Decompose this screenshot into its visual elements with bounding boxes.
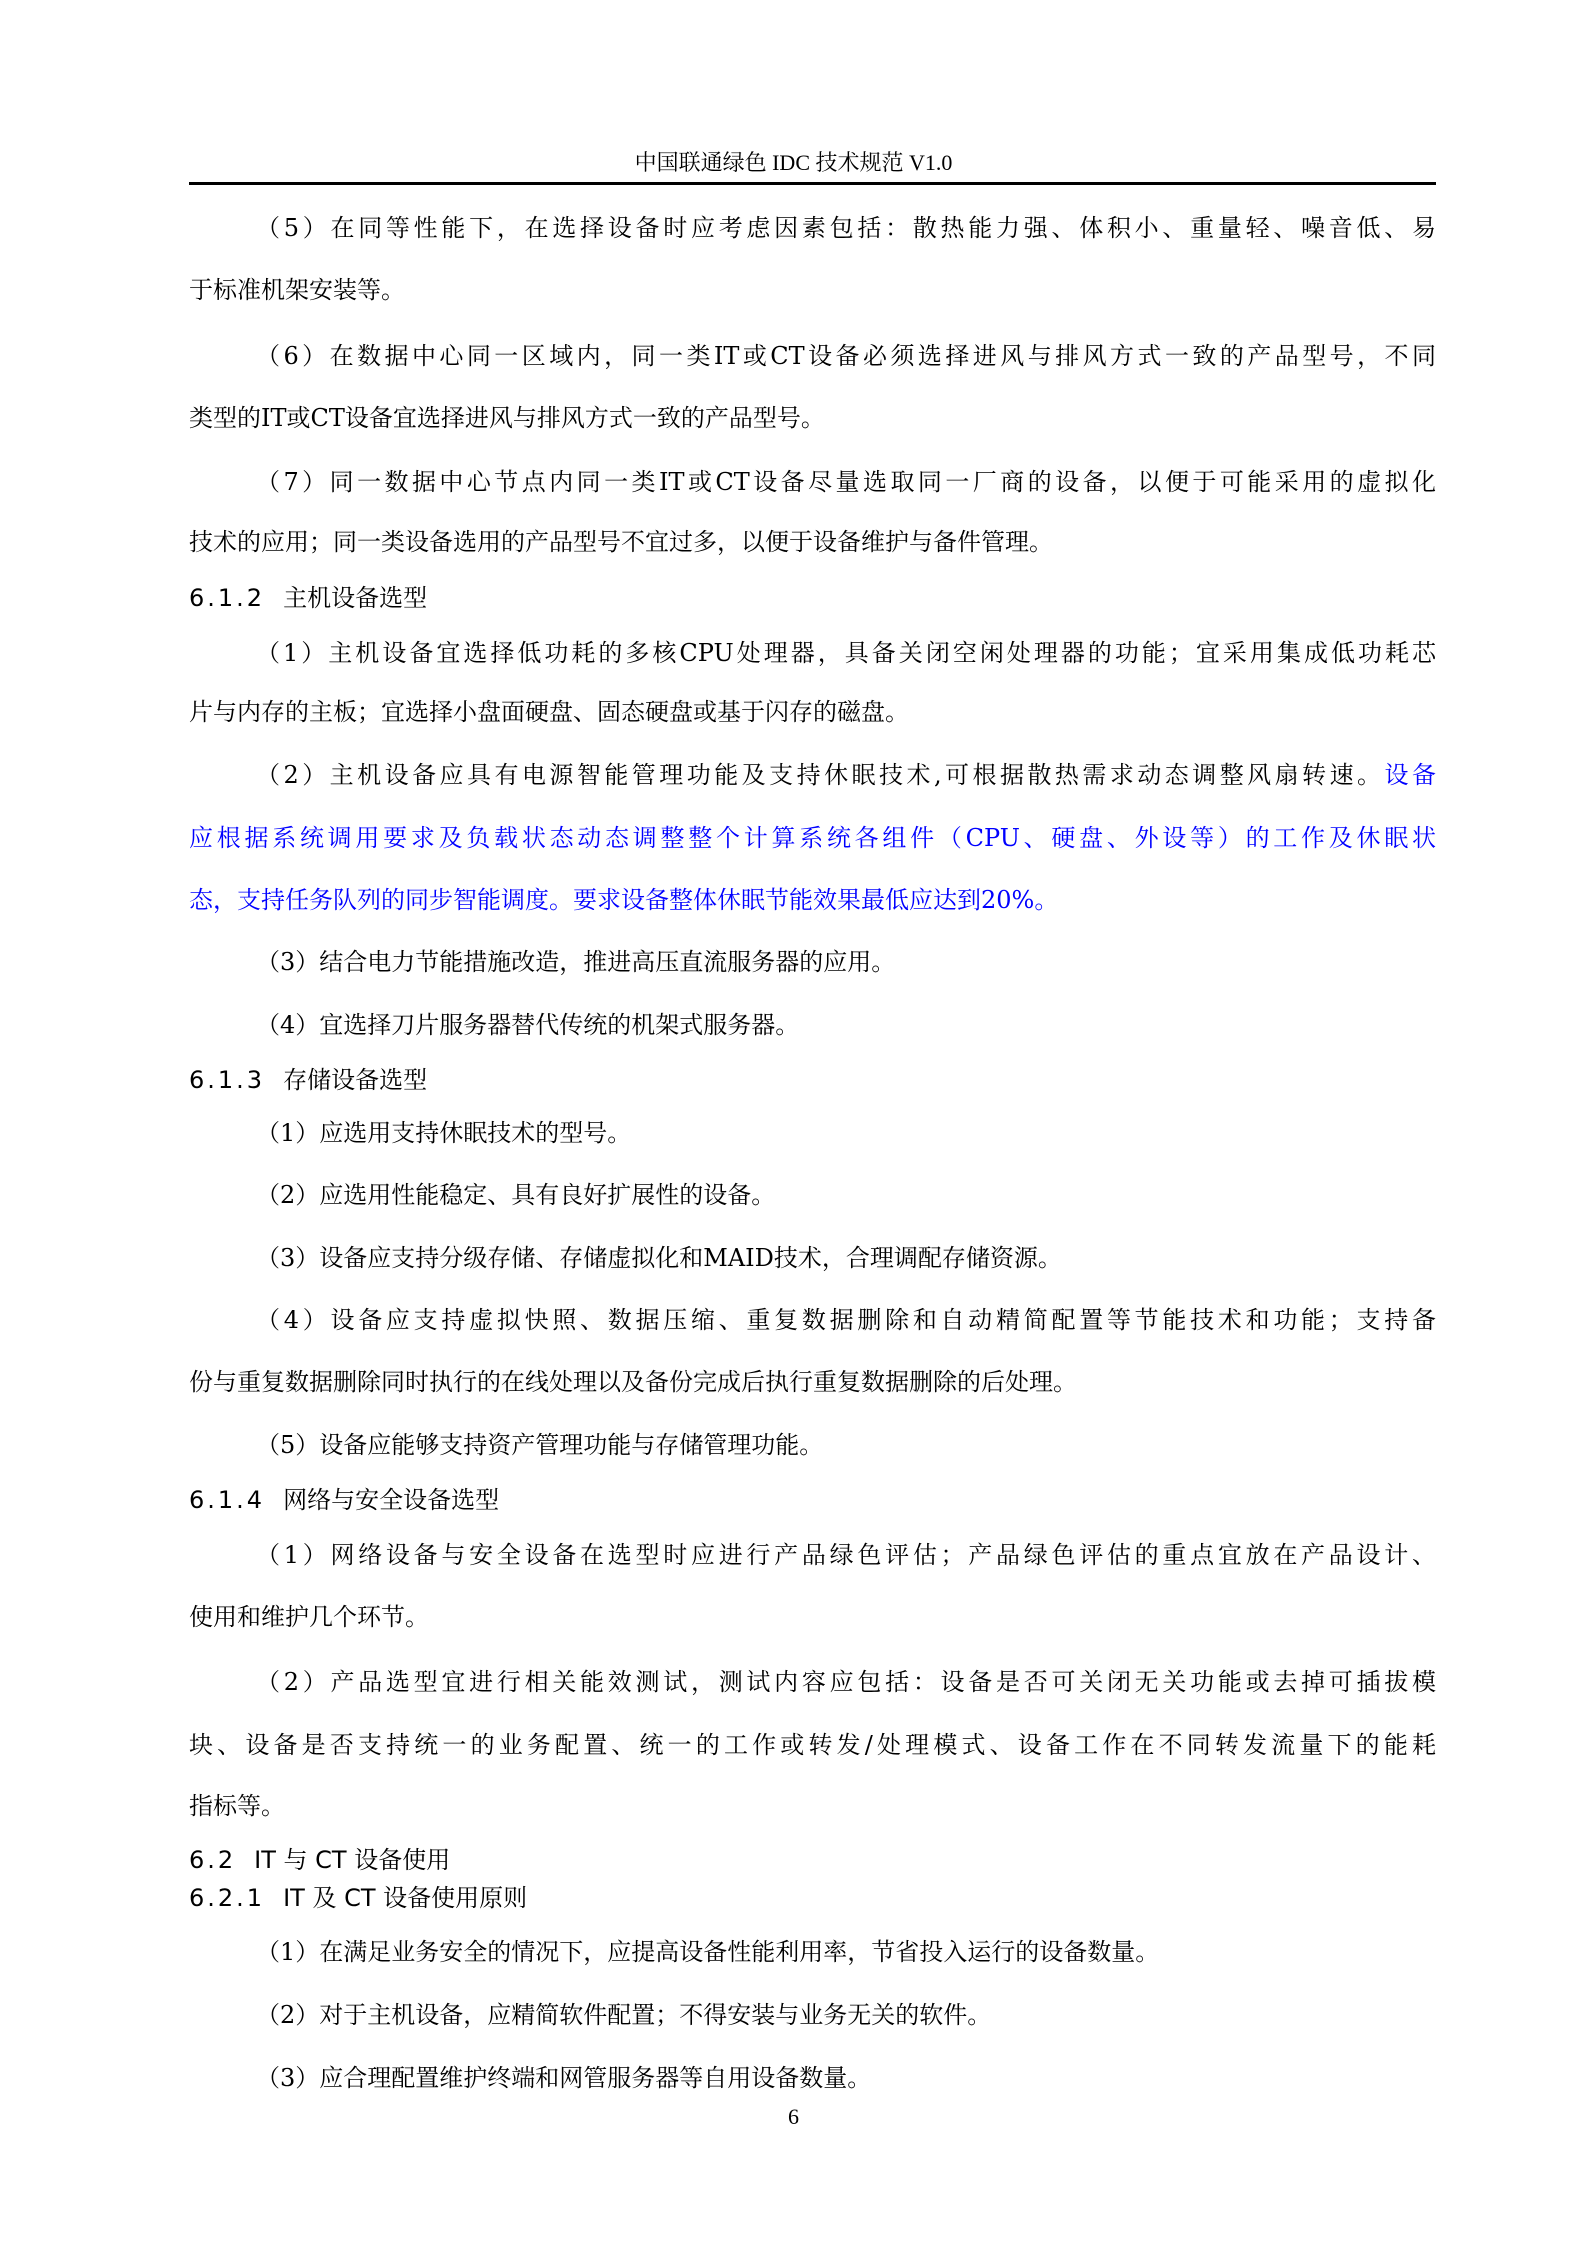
heading-title: 存储设备选型 xyxy=(283,1066,428,1094)
heading-title: 主机设备选型 xyxy=(283,584,428,612)
usage-p3: （3）应合理配置维护终端和网管服务器等自用设备数量。 xyxy=(256,2064,872,2092)
heading-number: 6.2 xyxy=(189,1846,237,1874)
paragraph-7-line-1: （7）同一数据中心节点内同一类IT或CT设备尽量选取同一厂商的设备，以便于可能采用的虚拟化 xyxy=(256,468,1436,496)
heading-number: 6.2.1 xyxy=(189,1884,266,1912)
host-p3: （3）结合电力节能措施改造，推进高压直流服务器的应用。 xyxy=(256,948,896,976)
host-p2-line-3: 态，支持任务队列的同步智能调度。要求设备整体休眠节能效果最低应达到20%。 xyxy=(189,886,1059,914)
heading-title: IT 及 CT 设备使用原则 xyxy=(283,1884,528,1912)
header-rule xyxy=(189,182,1436,185)
host-p1-line-1: （1）主机设备宜选择低功耗的多核CPU处理器，具备关闭空闲处理器的功能；宜采用集成低功耗芯 xyxy=(256,639,1436,667)
paragraph-6-line-1: （6）在数据中心同一区域内，同一类IT或CT设备必须选择进风与排风方式一致的产品型号，不同 xyxy=(256,342,1436,370)
paragraph-5-line-2: 于标准机架安装等。 xyxy=(189,276,405,304)
heading-number: 6.1.4 xyxy=(189,1486,266,1514)
heading-6-1-2 xyxy=(189,581,427,615)
storage-p4-line-1: （4）设备应支持虚拟快照、数据压缩、重复数据删除和自动精简配置等节能技术和功能；支持备 xyxy=(256,1306,1436,1334)
storage-p2: （2）应选用性能稳定、具有良好扩展性的设备。 xyxy=(256,1181,776,1209)
host-p2-line-2: 应根据系统调用要求及负载状态动态调整整个计算系统各组件（CPU、硬盘、外设等）的工作及休眠状 xyxy=(189,824,1436,852)
paragraph-6-line-2: 类型的IT或CT设备宜选择进风与排风方式一致的产品型号。 xyxy=(189,404,825,432)
running-header-title: 中国联通绿色 IDC 技术规范 V1.0 xyxy=(634,150,953,175)
heading-title: 网络与安全设备选型 xyxy=(283,1486,500,1514)
heading-6-2-1 xyxy=(189,1881,527,1915)
page-number: 6 xyxy=(788,2104,799,2129)
network-p1-line-1: （1）网络设备与安全设备在选型时应进行产品绿色评估；产品绿色评估的重点宜放在产品设计、 xyxy=(256,1541,1436,1569)
host-p1-line-2: 片与内存的主板；宜选择小盘面硬盘、固态硬盘或基于闪存的磁盘。 xyxy=(189,698,909,726)
network-p2-line-2: 块、设备是否支持统一的业务配置、统一的工作或转发/处理模式、设备工作在不同转发流量下的能耗 xyxy=(189,1731,1436,1759)
storage-p1: （1）应选用支持休眠技术的型号。 xyxy=(256,1119,632,1147)
storage-p3: （3）设备应支持分级存储、存储虚拟化和MAID技术，合理调配存储资源。 xyxy=(256,1244,1062,1272)
network-p2-line-3: 指标等。 xyxy=(189,1792,285,1820)
host-p4: （4）宜选择刀片服务器替代传统的机架式服务器。 xyxy=(256,1011,800,1039)
network-p2-line-1: （2）产品选型宜进行相关能效测试，测试内容应包括：设备是否可关闭无关功能或去掉可插拔模 xyxy=(256,1668,1436,1696)
heading-6-2 xyxy=(189,1843,450,1877)
paragraph-7-line-2: 技术的应用；同一类设备选用的产品型号不宜过多，以便于设备维护与备件管理。 xyxy=(189,528,1053,556)
heading-number: 6.1.3 xyxy=(189,1066,266,1094)
heading-6-1-4 xyxy=(189,1483,499,1517)
heading-6-1-3 xyxy=(189,1063,427,1097)
storage-p5: （5）设备应能够支持资产管理功能与存储管理功能。 xyxy=(256,1431,824,1459)
paragraph-5-line-1: （5）在同等性能下，在选择设备时应考虑因素包括：散热能力强、体积小、重量轻、噪音低、易 xyxy=(256,214,1436,242)
host-p2-blue-text: 设备 xyxy=(1384,761,1436,789)
usage-p1: （1）在满足业务安全的情况下，应提高设备性能利用率，节省投入运行的设备数量。 xyxy=(256,1938,1160,1966)
heading-number: 6.1.2 xyxy=(189,584,266,612)
host-p2-black-text: （2）主机设备应具有电源智能管理功能及支持休眠技术,可根据散热需求动态调整风扇转速。 xyxy=(256,761,1385,789)
network-p1-line-2: 使用和维护几个环节。 xyxy=(189,1603,429,1631)
usage-p2: （2）对于主机设备，应精简软件配置；不得安装与业务无关的软件。 xyxy=(256,2001,992,2029)
heading-title: IT 与 CT 设备使用 xyxy=(254,1846,451,1874)
storage-p4-line-2: 份与重复数据删除同时执行的在线处理以及备份完成后执行重复数据删除的后处理。 xyxy=(189,1368,1077,1396)
host-p2-line-1 xyxy=(256,758,1436,792)
